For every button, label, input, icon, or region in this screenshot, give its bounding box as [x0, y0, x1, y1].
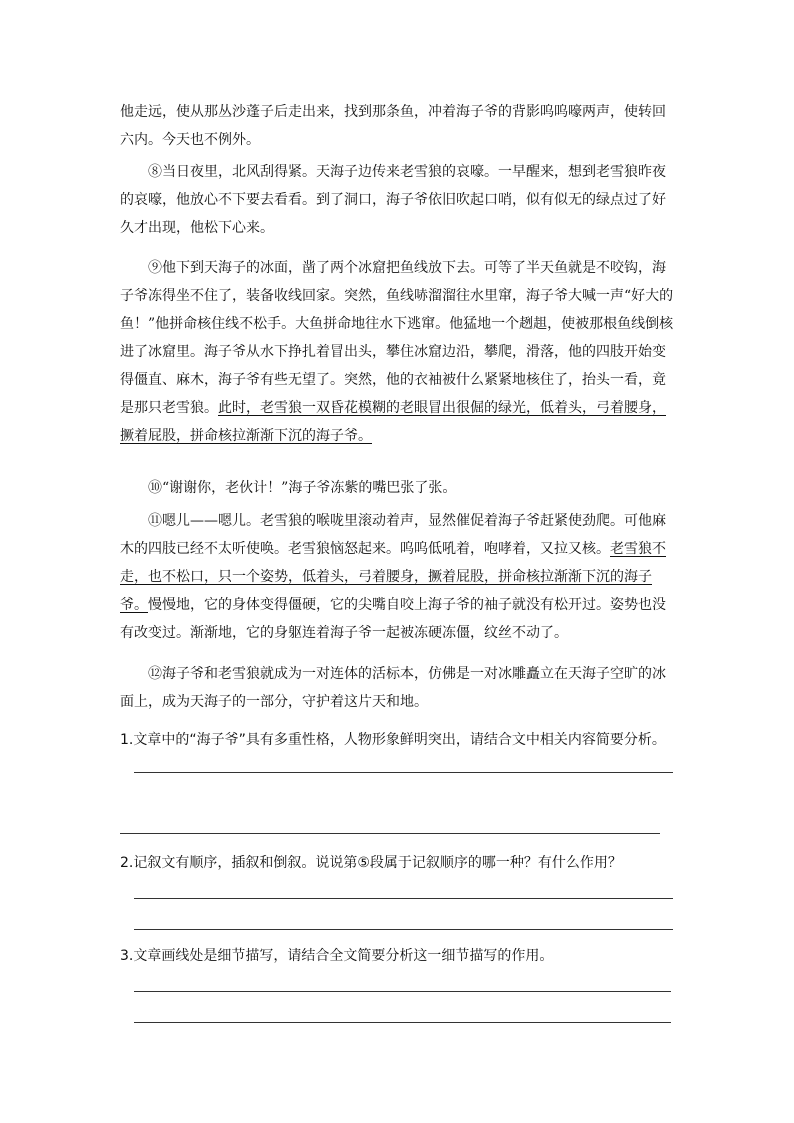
answer-line-q2-a[interactable]	[134, 898, 673, 899]
paragraph-text: ⑫海子爷和老雪狼就成为一对连体的活标本，仿佛是一对冰雕矗立在天海子空旷的冰面上，成为天海子的一部分，守护着这片天和地。	[120, 666, 666, 710]
answer-line-q3-b[interactable]	[134, 1022, 671, 1023]
paragraph-12	[120, 660, 674, 716]
question-3: 3.文章画线处是细节描写，请结合全文简要分析这一细节描写的作用。	[120, 948, 554, 964]
answer-line-q1-b[interactable]	[120, 833, 660, 834]
answer-line-q3-a[interactable]	[134, 991, 671, 992]
question-1: 1.文章中的“海子爷”具有多重性格，人物形象鲜明突出，请结合文中相关内容简要分析。	[120, 732, 666, 748]
answer-line-q1-a[interactable]	[134, 772, 673, 773]
question-2: 2.记叙文有顺序，插叙和倒叙。说说第⑤段属于记叙顺序的哪一种？有什么作用？	[120, 855, 622, 871]
paragraph-text: 他走远，使从那丛沙蓬子后走出来，找到那条鱼，冲着海子爷的背影呜呜嚎两声，使转回六内。今天也不例外。	[120, 104, 666, 148]
paragraph-11	[120, 507, 674, 647]
answer-line-q2-b[interactable]	[134, 929, 673, 930]
paragraph-text: ⑪嗯儿——嗯儿。老雪狼的喉咙里滚动着声，显然催促着海子爷赶紧使劲爬。可他麻木的四肢已经不太听使唤。老雪狼恼怒起来。呜呜低吼着，咆哮着，又拉又核。	[120, 513, 666, 557]
paragraph-text: ⑨他下到天海子的冰面，凿了两个冰窟把鱼线放下去。可等了半天鱼就是不咬钩，海子爷冻得坐不住了，装备收线回家。突然，鱼线哧溜溜往水里窜，海子爷大喊一声“好大的鱼！”他拼命核住线不松手。大鱼拼命地往水下逃窜。他猛地一个趔趄，使被那根鱼线倒核进了冰窟里。海子爷从水下挣扎着冒出头，攀住冰窟边沿，攀爬，滑落，他的四肢开始变得僵直、麻木，海子爷有些无望了。突然，他的衣袖被什么紧紧地核住了，抬头一看，竟是那只老雪狼。	[120, 260, 674, 416]
paragraph-text: ⑧当日夜里，北风刮得紧。天海子边传来老雪狼的哀嚎。一早醒来，想到老雪狼昨夜的哀嚎，他放心不下要去看看。到了洞口，海子爷依旧吹起口哨，似有似无的绿点过了好久才出现，他松下心来。	[120, 164, 666, 236]
paragraph-text: 慢慢地，它的身体变得僵硬，它的尖嘴自咬上海子爷的袖子就没有松开过。姿势也没有改变过。渐渐地，它的身躯连着海子爷一起被冻硬冻僵，纹丝不动了。	[120, 597, 666, 641]
paragraph-9	[120, 254, 674, 450]
paragraph-continuation	[120, 98, 674, 154]
paragraph-8	[120, 158, 674, 242]
paragraph-10	[120, 474, 674, 502]
paragraph-text: ⑩“谢谢你，老伙计！”海子爷冻紫的嘴巴张了张。	[148, 480, 457, 496]
underlined-detail-text: 老雪狼不走，也不松口，只一个姿势，低着头，弓着腰身，撅着屁股，拼命核拉渐渐下沉的海子爷。	[120, 541, 666, 613]
underlined-detail-text: 此时，老雪狼一双昏花模糊的老眼冒出很倔的绿光，低着头，弓着腰身，撅着屁股，拼命核拉渐渐下沉的海子爷。	[120, 400, 666, 444]
